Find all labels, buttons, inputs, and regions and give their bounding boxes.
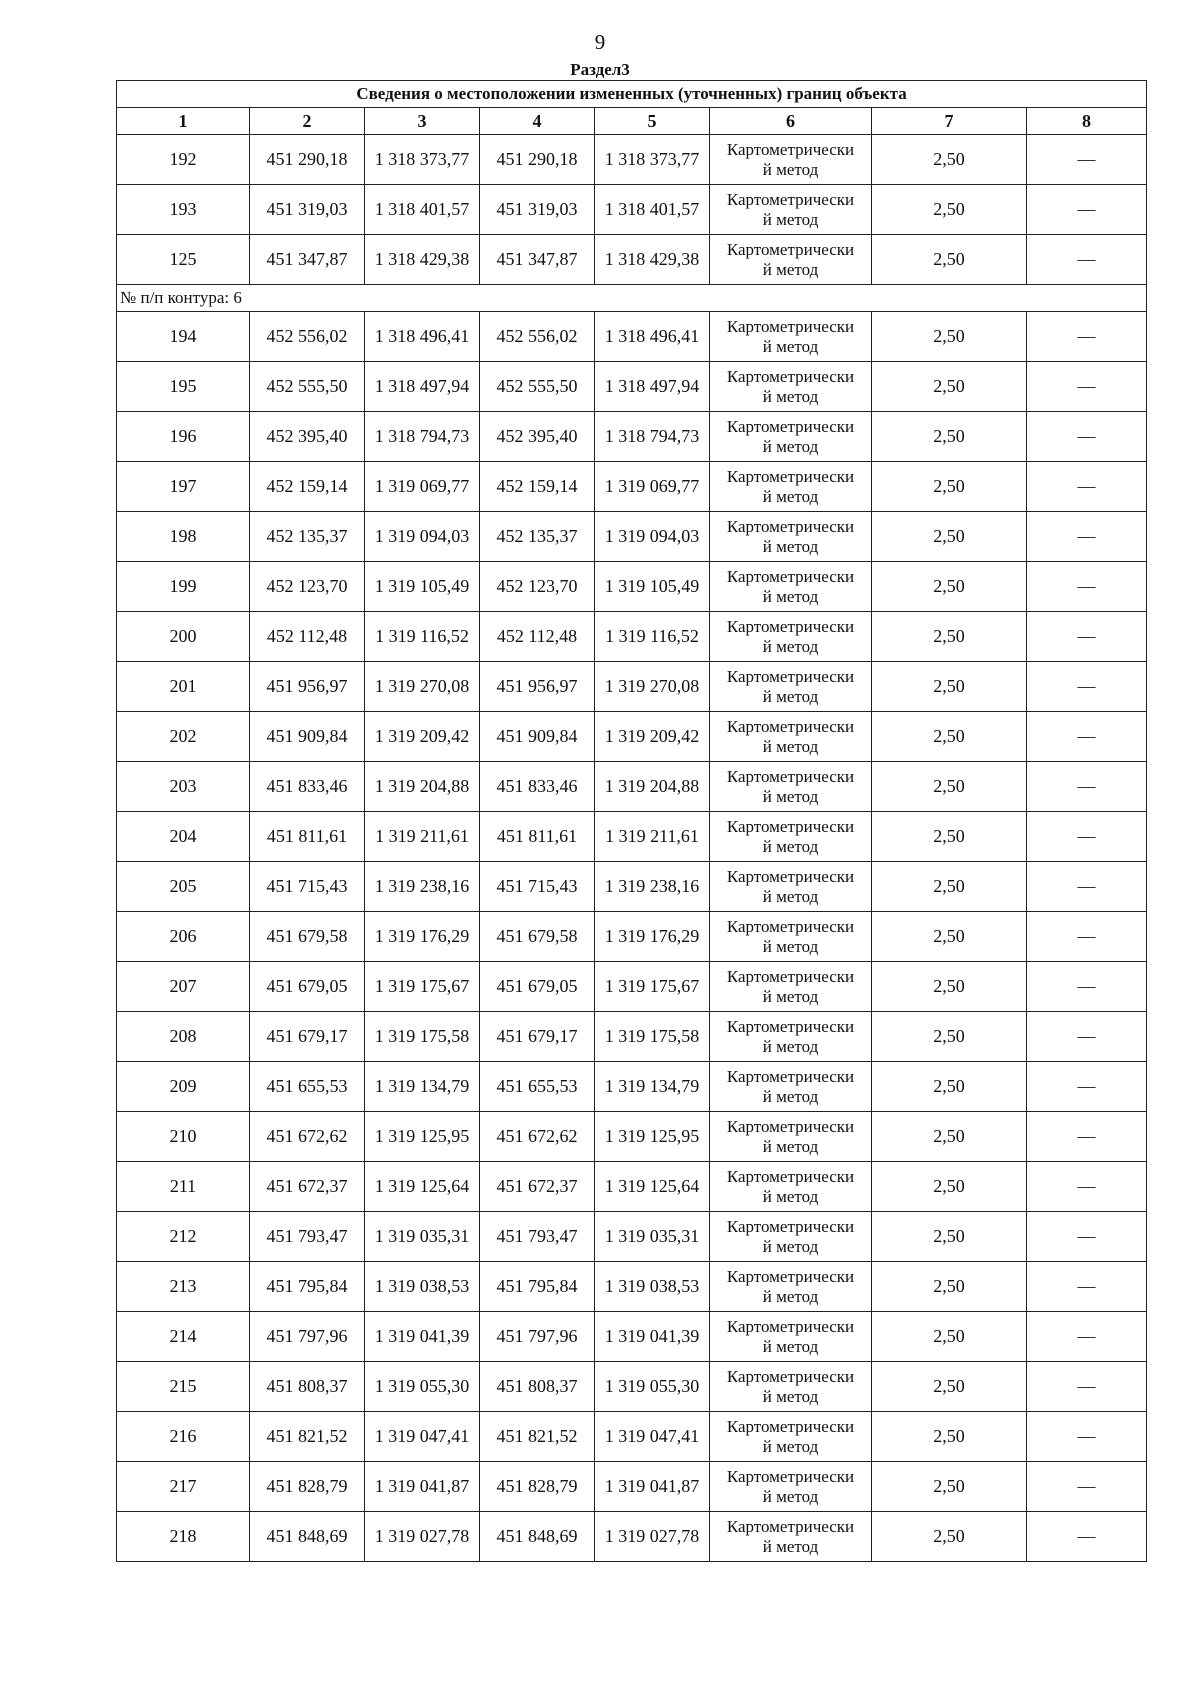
table-title-row — [117, 81, 1147, 108]
column-header: 2 — [250, 108, 365, 135]
point-number-cell: 208 — [117, 1012, 250, 1062]
y-refined-cell: 1 319 209,42 — [595, 712, 710, 762]
table-row — [117, 562, 1147, 612]
x-existing-cell: 451 956,97 — [250, 662, 365, 712]
method-cell: Картометрически й метод — [710, 1062, 872, 1112]
point-number-cell: 192 — [117, 135, 250, 185]
y-existing-cell: 1 319 027,78 — [365, 1512, 480, 1562]
method-cell: Картометрически й метод — [710, 1462, 872, 1512]
accuracy-cell: 2,50 — [872, 1062, 1027, 1112]
contour-label: № п/п контура: 6 — [117, 285, 1147, 312]
method-cell: Картометрически й метод — [710, 412, 872, 462]
y-refined-cell: 1 319 270,08 — [595, 662, 710, 712]
table-row — [117, 362, 1147, 412]
table-row — [117, 462, 1147, 512]
y-refined-cell: 1 318 794,73 — [595, 412, 710, 462]
y-existing-cell: 1 319 270,08 — [365, 662, 480, 712]
x-existing-cell: 451 833,46 — [250, 762, 365, 812]
x-existing-cell: 451 655,53 — [250, 1062, 365, 1112]
description-cell: — — [1027, 1012, 1147, 1062]
x-refined-cell: 451 848,69 — [480, 1512, 595, 1562]
x-refined-cell: 451 672,62 — [480, 1112, 595, 1162]
point-number-cell: 213 — [117, 1262, 250, 1312]
description-cell: — — [1027, 562, 1147, 612]
y-existing-cell: 1 319 134,79 — [365, 1062, 480, 1112]
table-row — [117, 862, 1147, 912]
x-existing-cell: 452 159,14 — [250, 462, 365, 512]
y-refined-cell: 1 318 373,77 — [595, 135, 710, 185]
x-refined-cell: 451 833,46 — [480, 762, 595, 812]
x-refined-cell: 451 679,58 — [480, 912, 595, 962]
description-cell: — — [1027, 462, 1147, 512]
x-refined-cell: 451 811,61 — [480, 812, 595, 862]
method-cell: Картометрически й метод — [710, 762, 872, 812]
contour-section — [117, 285, 1147, 312]
x-refined-cell: 451 909,84 — [480, 712, 595, 762]
method-cell: Картометрически й метод — [710, 1362, 872, 1412]
x-existing-cell: 452 123,70 — [250, 562, 365, 612]
point-number-cell: 200 — [117, 612, 250, 662]
accuracy-cell: 2,50 — [872, 1212, 1027, 1262]
table-row — [117, 712, 1147, 762]
description-cell: — — [1027, 912, 1147, 962]
y-refined-cell: 1 318 496,41 — [595, 312, 710, 362]
method-cell: Картометрически й метод — [710, 1312, 872, 1362]
x-existing-cell: 452 112,48 — [250, 612, 365, 662]
x-existing-cell: 451 679,05 — [250, 962, 365, 1012]
y-existing-cell: 1 319 035,31 — [365, 1212, 480, 1262]
method-cell: Картометрически й метод — [710, 135, 872, 185]
point-number-cell: 193 — [117, 185, 250, 235]
method-cell: Картометрически й метод — [710, 562, 872, 612]
y-existing-cell: 1 319 069,77 — [365, 462, 480, 512]
point-number-cell: 201 — [117, 662, 250, 712]
y-existing-cell: 1 319 041,39 — [365, 1312, 480, 1362]
y-existing-cell: 1 318 497,94 — [365, 362, 480, 412]
description-cell: — — [1027, 712, 1147, 762]
y-refined-cell: 1 319 047,41 — [595, 1412, 710, 1462]
x-refined-cell: 452 159,14 — [480, 462, 595, 512]
table-row — [117, 185, 1147, 235]
x-existing-cell: 451 290,18 — [250, 135, 365, 185]
x-refined-cell: 451 821,52 — [480, 1412, 595, 1462]
table-row — [117, 962, 1147, 1012]
x-refined-cell: 451 347,87 — [480, 235, 595, 285]
description-cell: — — [1027, 1312, 1147, 1362]
description-cell: — — [1027, 135, 1147, 185]
table-row — [117, 1112, 1147, 1162]
description-cell: — — [1027, 1262, 1147, 1312]
description-cell: — — [1027, 962, 1147, 1012]
accuracy-cell: 2,50 — [872, 1362, 1027, 1412]
table-row — [117, 1012, 1147, 1062]
table-row — [117, 812, 1147, 862]
column-header-row — [117, 108, 1147, 135]
accuracy-cell: 2,50 — [872, 762, 1027, 812]
x-existing-cell: 451 821,52 — [250, 1412, 365, 1462]
point-number-cell: 203 — [117, 762, 250, 812]
y-existing-cell: 1 319 211,61 — [365, 812, 480, 862]
x-existing-cell: 451 672,62 — [250, 1112, 365, 1162]
y-existing-cell: 1 319 055,30 — [365, 1362, 480, 1412]
x-existing-cell: 451 797,96 — [250, 1312, 365, 1362]
point-number-cell: 216 — [117, 1412, 250, 1462]
accuracy-cell: 2,50 — [872, 1412, 1027, 1462]
column-header: 6 — [710, 108, 872, 135]
table-row — [117, 1212, 1147, 1262]
x-refined-cell: 452 123,70 — [480, 562, 595, 612]
table-row — [117, 1062, 1147, 1112]
x-refined-cell: 452 395,40 — [480, 412, 595, 462]
accuracy-cell: 2,50 — [872, 312, 1027, 362]
method-cell: Картометрически й метод — [710, 962, 872, 1012]
point-number-cell: 195 — [117, 362, 250, 412]
y-existing-cell: 1 319 204,88 — [365, 762, 480, 812]
point-number-cell: 196 — [117, 412, 250, 462]
y-refined-cell: 1 318 497,94 — [595, 362, 710, 412]
y-existing-cell: 1 319 238,16 — [365, 862, 480, 912]
x-refined-cell: 451 956,97 — [480, 662, 595, 712]
x-refined-cell: 451 828,79 — [480, 1462, 595, 1512]
accuracy-cell: 2,50 — [872, 512, 1027, 562]
description-cell: — — [1027, 612, 1147, 662]
method-cell: Картометрически й метод — [710, 812, 872, 862]
table-row — [117, 1312, 1147, 1362]
point-number-cell: 205 — [117, 862, 250, 912]
point-number-cell: 207 — [117, 962, 250, 1012]
boundary-coordinates-table — [116, 80, 1147, 1562]
x-existing-cell: 452 556,02 — [250, 312, 365, 362]
method-cell: Картометрически й метод — [710, 1012, 872, 1062]
y-refined-cell: 1 318 401,57 — [595, 185, 710, 235]
method-cell: Картометрически й метод — [710, 185, 872, 235]
description-cell: — — [1027, 1162, 1147, 1212]
y-existing-cell: 1 318 496,41 — [365, 312, 480, 362]
accuracy-cell: 2,50 — [872, 1162, 1027, 1212]
y-refined-cell: 1 319 035,31 — [595, 1212, 710, 1262]
accuracy-cell: 2,50 — [872, 912, 1027, 962]
column-header: 5 — [595, 108, 710, 135]
description-cell: — — [1027, 185, 1147, 235]
description-cell: — — [1027, 412, 1147, 462]
description-cell: — — [1027, 1112, 1147, 1162]
x-existing-cell: 451 319,03 — [250, 185, 365, 235]
point-number-cell: 199 — [117, 562, 250, 612]
y-refined-cell: 1 319 238,16 — [595, 862, 710, 912]
point-number-cell: 202 — [117, 712, 250, 762]
x-existing-cell: 451 808,37 — [250, 1362, 365, 1412]
accuracy-cell: 2,50 — [872, 962, 1027, 1012]
method-cell: Картометрически й метод — [710, 312, 872, 362]
y-refined-cell: 1 319 027,78 — [595, 1512, 710, 1562]
method-cell: Картометрически й метод — [710, 362, 872, 412]
y-refined-cell: 1 319 204,88 — [595, 762, 710, 812]
accuracy-cell: 2,50 — [872, 862, 1027, 912]
x-existing-cell: 451 679,17 — [250, 1012, 365, 1062]
description-cell: — — [1027, 812, 1147, 862]
table-row — [117, 412, 1147, 462]
table-body-lower — [117, 312, 1147, 1562]
method-cell: Картометрически й метод — [710, 512, 872, 562]
method-cell: Картометрически й метод — [710, 912, 872, 962]
accuracy-cell: 2,50 — [872, 185, 1027, 235]
method-cell: Картометрически й метод — [710, 712, 872, 762]
column-header: 7 — [872, 108, 1027, 135]
y-refined-cell: 1 319 116,52 — [595, 612, 710, 662]
x-existing-cell: 451 795,84 — [250, 1262, 365, 1312]
y-existing-cell: 1 319 209,42 — [365, 712, 480, 762]
description-cell: — — [1027, 662, 1147, 712]
description-cell: — — [1027, 1062, 1147, 1112]
point-number-cell: 211 — [117, 1162, 250, 1212]
method-cell: Картометрически й метод — [710, 1412, 872, 1462]
accuracy-cell: 2,50 — [872, 1112, 1027, 1162]
y-existing-cell: 1 319 116,52 — [365, 612, 480, 662]
method-cell: Картометрически й метод — [710, 612, 872, 662]
point-number-cell: 212 — [117, 1212, 250, 1262]
x-existing-cell: 451 793,47 — [250, 1212, 365, 1262]
column-header: 4 — [480, 108, 595, 135]
x-refined-cell: 451 290,18 — [480, 135, 595, 185]
x-refined-cell: 451 715,43 — [480, 862, 595, 912]
y-refined-cell: 1 319 134,79 — [595, 1062, 710, 1112]
accuracy-cell: 2,50 — [872, 712, 1027, 762]
method-cell: Картометрически й метод — [710, 1162, 872, 1212]
table-row — [117, 662, 1147, 712]
table-title: Сведения о местоположении измененных (уточненных) границ объекта — [117, 81, 1147, 108]
y-refined-cell: 1 319 175,67 — [595, 962, 710, 1012]
point-number-cell: 214 — [117, 1312, 250, 1362]
x-existing-cell: 452 135,37 — [250, 512, 365, 562]
section-label: Раздел3 — [570, 60, 630, 79]
point-number-cell: 204 — [117, 812, 250, 862]
y-refined-cell: 1 319 211,61 — [595, 812, 710, 862]
x-existing-cell: 451 848,69 — [250, 1512, 365, 1562]
y-refined-cell: 1 319 175,58 — [595, 1012, 710, 1062]
point-number-cell: 197 — [117, 462, 250, 512]
y-existing-cell: 1 319 175,58 — [365, 1012, 480, 1062]
x-refined-cell: 452 112,48 — [480, 612, 595, 662]
method-cell: Картометрически й метод — [710, 462, 872, 512]
y-refined-cell: 1 319 055,30 — [595, 1362, 710, 1412]
table-row — [117, 912, 1147, 962]
description-cell: — — [1027, 1412, 1147, 1462]
y-refined-cell: 1 319 041,39 — [595, 1312, 710, 1362]
table-row — [117, 135, 1147, 185]
description-cell: — — [1027, 862, 1147, 912]
y-refined-cell: 1 319 125,64 — [595, 1162, 710, 1212]
table-row — [117, 1162, 1147, 1212]
y-refined-cell: 1 319 176,29 — [595, 912, 710, 962]
x-refined-cell: 451 797,96 — [480, 1312, 595, 1362]
description-cell: — — [1027, 1512, 1147, 1562]
description-cell: — — [1027, 1212, 1147, 1262]
y-refined-cell: 1 319 069,77 — [595, 462, 710, 512]
accuracy-cell: 2,50 — [872, 812, 1027, 862]
accuracy-cell: 2,50 — [872, 662, 1027, 712]
accuracy-cell: 2,50 — [872, 235, 1027, 285]
x-refined-cell: 451 319,03 — [480, 185, 595, 235]
x-refined-cell: 451 795,84 — [480, 1262, 595, 1312]
y-existing-cell: 1 318 429,38 — [365, 235, 480, 285]
description-cell: — — [1027, 512, 1147, 562]
point-number-cell: 218 — [117, 1512, 250, 1562]
y-refined-cell: 1 319 105,49 — [595, 562, 710, 612]
x-refined-cell: 451 655,53 — [480, 1062, 595, 1112]
table-body-upper — [117, 135, 1147, 285]
x-refined-cell: 451 672,37 — [480, 1162, 595, 1212]
column-header: 8 — [1027, 108, 1147, 135]
accuracy-cell: 2,50 — [872, 1012, 1027, 1062]
contour-row — [117, 285, 1147, 312]
y-refined-cell: 1 319 125,95 — [595, 1112, 710, 1162]
column-header: 3 — [365, 108, 480, 135]
point-number-cell: 194 — [117, 312, 250, 362]
y-existing-cell: 1 319 176,29 — [365, 912, 480, 962]
x-existing-cell: 452 395,40 — [250, 412, 365, 462]
y-refined-cell: 1 319 038,53 — [595, 1262, 710, 1312]
point-number-cell: 217 — [117, 1462, 250, 1512]
method-cell: Картометрически й метод — [710, 1512, 872, 1562]
accuracy-cell: 2,50 — [872, 462, 1027, 512]
y-existing-cell: 1 319 105,49 — [365, 562, 480, 612]
y-existing-cell: 1 319 125,64 — [365, 1162, 480, 1212]
y-existing-cell: 1 318 401,57 — [365, 185, 480, 235]
x-refined-cell: 452 556,02 — [480, 312, 595, 362]
x-existing-cell: 451 347,87 — [250, 235, 365, 285]
accuracy-cell: 2,50 — [872, 1262, 1027, 1312]
y-existing-cell: 1 319 038,53 — [365, 1262, 480, 1312]
table-row — [117, 1362, 1147, 1412]
table-row — [117, 235, 1147, 285]
accuracy-cell: 2,50 — [872, 362, 1027, 412]
accuracy-cell: 2,50 — [872, 562, 1027, 612]
x-existing-cell: 451 715,43 — [250, 862, 365, 912]
table-row — [117, 1412, 1147, 1462]
x-refined-cell: 451 808,37 — [480, 1362, 595, 1412]
y-existing-cell: 1 318 373,77 — [365, 135, 480, 185]
y-existing-cell: 1 319 094,03 — [365, 512, 480, 562]
description-cell: — — [1027, 1462, 1147, 1512]
x-refined-cell: 451 679,05 — [480, 962, 595, 1012]
method-cell: Картометрически й метод — [710, 662, 872, 712]
point-number-cell: 198 — [117, 512, 250, 562]
table-row — [117, 512, 1147, 562]
x-refined-cell: 451 679,17 — [480, 1012, 595, 1062]
point-number-cell: 125 — [117, 235, 250, 285]
x-refined-cell: 451 793,47 — [480, 1212, 595, 1262]
description-cell: — — [1027, 312, 1147, 362]
x-existing-cell: 451 679,58 — [250, 912, 365, 962]
description-cell: — — [1027, 762, 1147, 812]
point-number-cell: 206 — [117, 912, 250, 962]
method-cell: Картометрически й метод — [710, 1262, 872, 1312]
table-row — [117, 312, 1147, 362]
method-cell: Картометрически й метод — [710, 862, 872, 912]
table-row — [117, 1462, 1147, 1512]
table-row — [117, 1512, 1147, 1562]
method-cell: Картометрически й метод — [710, 1112, 872, 1162]
x-existing-cell: 451 909,84 — [250, 712, 365, 762]
table-row — [117, 1262, 1147, 1312]
x-existing-cell: 451 828,79 — [250, 1462, 365, 1512]
description-cell: — — [1027, 235, 1147, 285]
y-existing-cell: 1 319 041,87 — [365, 1462, 480, 1512]
x-refined-cell: 452 555,50 — [480, 362, 595, 412]
y-refined-cell: 1 319 041,87 — [595, 1462, 710, 1512]
x-existing-cell: 451 811,61 — [250, 812, 365, 862]
accuracy-cell: 2,50 — [872, 1462, 1027, 1512]
y-existing-cell: 1 319 175,67 — [365, 962, 480, 1012]
description-cell: — — [1027, 362, 1147, 412]
method-cell: Картометрически й метод — [710, 235, 872, 285]
y-existing-cell: 1 319 047,41 — [365, 1412, 480, 1462]
accuracy-cell: 2,50 — [872, 412, 1027, 462]
y-existing-cell: 1 318 794,73 — [365, 412, 480, 462]
y-existing-cell: 1 319 125,95 — [365, 1112, 480, 1162]
description-cell: — — [1027, 1362, 1147, 1412]
x-existing-cell: 451 672,37 — [250, 1162, 365, 1212]
accuracy-cell: 2,50 — [872, 1312, 1027, 1362]
accuracy-cell: 2,50 — [872, 135, 1027, 185]
point-number-cell: 210 — [117, 1112, 250, 1162]
x-refined-cell: 452 135,37 — [480, 512, 595, 562]
point-number-cell: 215 — [117, 1362, 250, 1412]
page-number: 9 — [594, 30, 606, 54]
column-header: 1 — [117, 108, 250, 135]
accuracy-cell: 2,50 — [872, 1512, 1027, 1562]
y-refined-cell: 1 318 429,38 — [595, 235, 710, 285]
x-existing-cell: 452 555,50 — [250, 362, 365, 412]
table-row — [117, 762, 1147, 812]
method-cell: Картометрически й метод — [710, 1212, 872, 1262]
point-number-cell: 209 — [117, 1062, 250, 1112]
accuracy-cell: 2,50 — [872, 612, 1027, 662]
table-row — [117, 612, 1147, 662]
y-refined-cell: 1 319 094,03 — [595, 512, 710, 562]
